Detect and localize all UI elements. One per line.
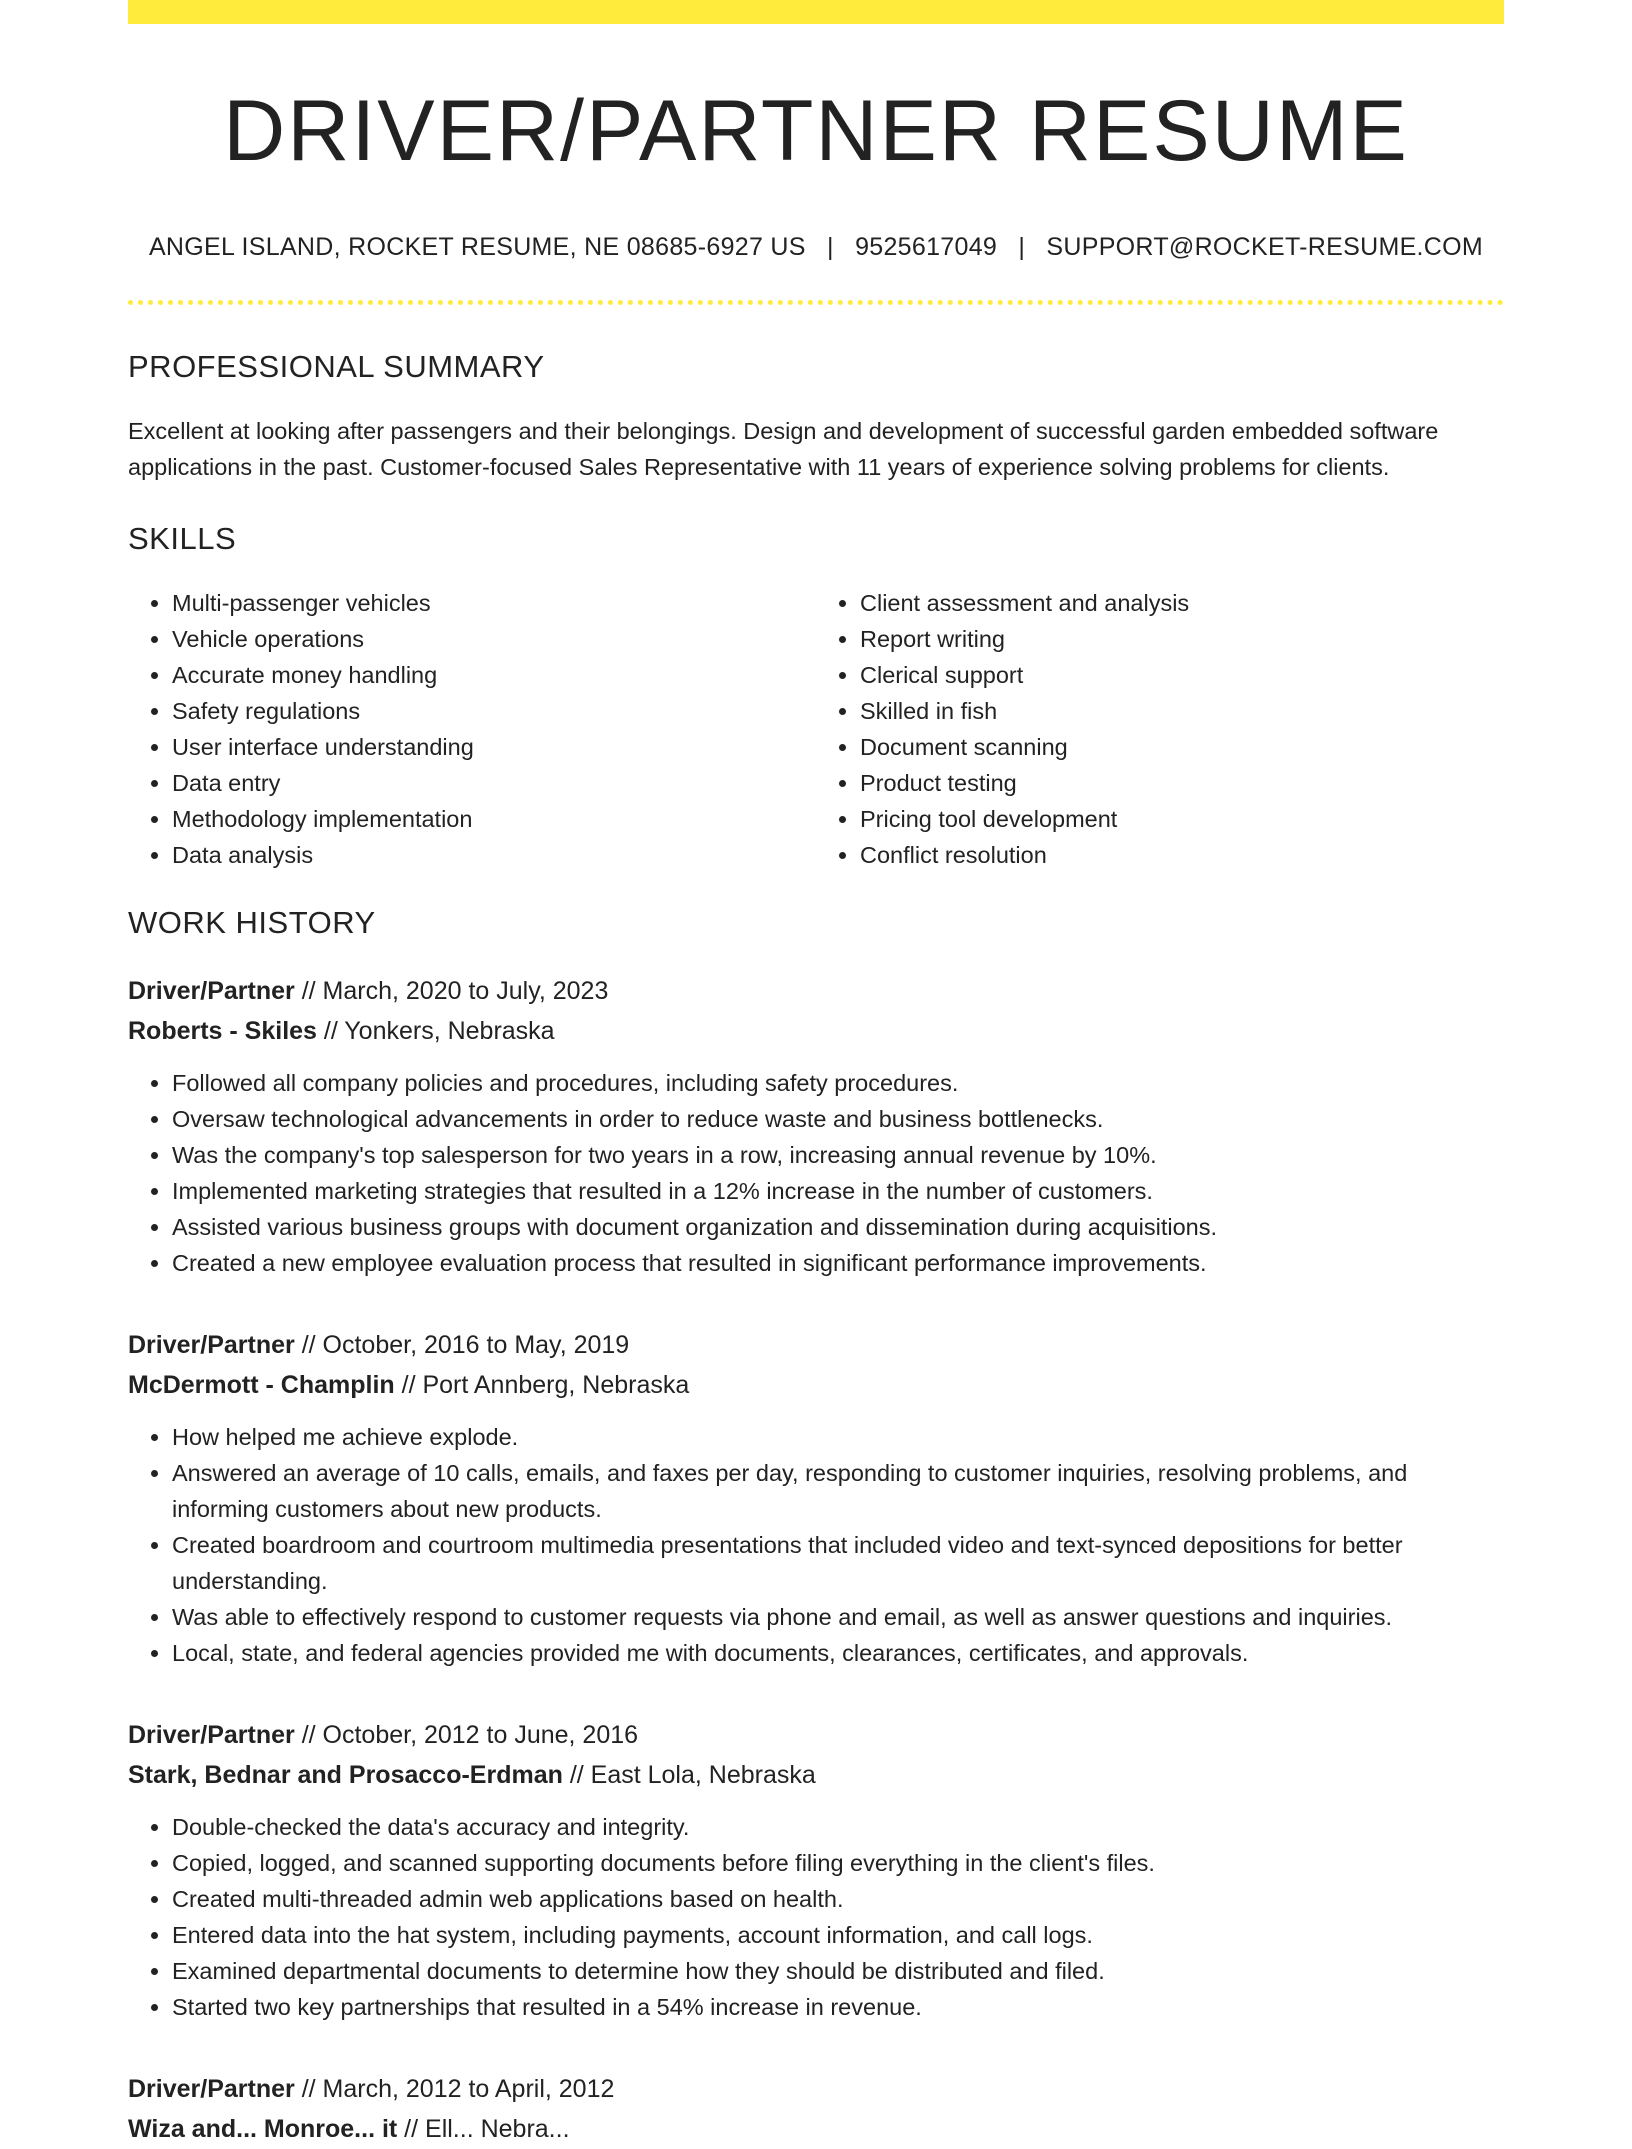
skill-item: • Vehicle operations: [172, 621, 816, 657]
job-bullet: • Oversaw technological advancements in order to reduce waste and business bottlenecks.: [172, 1101, 1504, 1137]
summary-heading: PROFESSIONAL SUMMARY: [128, 348, 545, 384]
job-company-line: [128, 1755, 1504, 1795]
skill-item: • Methodology implementation: [172, 801, 816, 837]
job-title-line: [128, 971, 1504, 1011]
job-title: Driver/Partner: [128, 2074, 295, 2103]
job-company: Wiza and... Monroe... it: [128, 2114, 398, 2143]
job-title: Driver/Partner: [128, 1720, 295, 1749]
job-entry: [128, 2069, 1504, 2149]
job-title: Driver/Partner: [128, 976, 295, 1005]
resume-title: DRIVER/PARTNER RESUME: [223, 83, 1409, 179]
job-bullet: • Started two key partnerships that resulted in a 54% increase in revenue.: [172, 1989, 1504, 2025]
skill-item: • Pricing tool development: [860, 801, 1504, 837]
skill-item: • Safety regulations: [172, 693, 816, 729]
skill-item: • Skilled in fish: [860, 693, 1504, 729]
skill-item: • Document scanning: [860, 729, 1504, 765]
job-company-line: [128, 1365, 1504, 1405]
job-title: Driver/Partner: [128, 1330, 295, 1359]
contact-phone: 9525617049: [855, 232, 998, 261]
job-bullet: • Created a new employee evaluation process that resulted in significant performance improvements.: [172, 1245, 1504, 1281]
job-company: McDermott - Champlin: [128, 1370, 395, 1399]
skill-item: • Conflict resolution: [860, 837, 1504, 873]
job-bullet: • Assisted various business groups with document organization and dissemination during acquisitions.: [172, 1209, 1504, 1245]
job-bullet: • Examined departmental documents to determine how they should be distributed and filed.: [172, 1953, 1504, 1989]
contact-email: SUPPORT@ROCKET-RESUME.COM: [1046, 232, 1484, 261]
job-entry: [128, 1325, 1504, 1671]
dotted-divider: [128, 300, 1504, 305]
resume-page: [128, 0, 1504, 2149]
job-entry: [128, 971, 1504, 1281]
job-bullet: • How helped me achieve explode.: [172, 1419, 1504, 1455]
job-bullet: • Local, state, and federal agencies provided me with documents, clearances, certificates, and approvals.: [172, 1635, 1504, 1671]
job-company-line: [128, 2109, 1504, 2149]
contact-line: [128, 233, 1504, 262]
skills-heading: SKILLS: [128, 520, 237, 556]
job-bullet: • Copied, logged, and scanned supporting documents before filing everything in the client's files.: [172, 1845, 1504, 1881]
contact-address: ANGEL ISLAND, ROCKET RESUME, NE 08685-6927 US: [148, 232, 806, 261]
job-company: Roberts - Skiles: [128, 1016, 317, 1045]
skill-item: • Data analysis: [172, 837, 816, 873]
job-dates: // March, 2020 to July, 2023: [294, 976, 609, 1005]
skill-item: • Product testing: [860, 765, 1504, 801]
skills-list: [128, 585, 1504, 873]
job-bullets: [128, 1065, 1504, 1281]
work-history-heading: WORK HISTORY: [128, 904, 376, 940]
skill-item: • User interface understanding: [172, 729, 816, 765]
job-location: // Port Annberg, Nebraska: [394, 1370, 690, 1399]
skills-column-right: [816, 585, 1504, 873]
job-company-line: [128, 1011, 1504, 1051]
job-location: // Yonkers, Nebraska: [316, 1016, 555, 1045]
skill-item: • Accurate money handling: [172, 657, 816, 693]
job-bullet: • Followed all company policies and procedures, including safety procedures.: [172, 1065, 1504, 1101]
job-bullet: • Entered data into the hat system, including payments, account information, and call logs.: [172, 1917, 1504, 1953]
job-title-line: [128, 1715, 1504, 1755]
skills-column-left: [128, 585, 816, 873]
job-bullet: • Created boardroom and courtroom multimedia presentations that included video and text-synced depositions for better understanding.: [172, 1527, 1504, 1599]
job-bullet: • Was the company's top salesperson for two years in a row, increasing annual revenue by 10%.: [172, 1137, 1504, 1173]
skill-item: • Clerical support: [860, 657, 1504, 693]
job-location: // Ell... Nebra...: [397, 2114, 570, 2143]
skill-item: • Data entry: [172, 765, 816, 801]
job-dates: // October, 2016 to May, 2019: [294, 1330, 630, 1359]
contact-separator: |: [1018, 232, 1026, 261]
accent-top-bar: [128, 0, 1504, 24]
summary-text: Excellent at looking after passengers and their belongings. Design and development of successful garden embedded software applications in the past. Customer-focused Sales Representative with 11 years of experience solving problems for clients.: [128, 417, 1439, 480]
job-dates: // March, 2012 to April, 2012: [294, 2074, 615, 2103]
job-title-line: [128, 2069, 1504, 2109]
job-location: // East Lola, Nebraska: [562, 1760, 816, 1789]
job-entry: [128, 1715, 1504, 2025]
job-bullet: • Implemented marketing strategies that resulted in a 12% increase in the number of customers.: [172, 1173, 1504, 1209]
job-dates: // October, 2012 to June, 2016: [294, 1720, 639, 1749]
job-title-line: [128, 1325, 1504, 1365]
job-bullets: [128, 1419, 1504, 1671]
job-bullets: [128, 1809, 1504, 2025]
job-company: Stark, Bednar and Prosacco-Erdman: [128, 1760, 563, 1789]
contact-separator: |: [827, 232, 834, 261]
skill-item: • Multi-passenger vehicles: [172, 585, 816, 621]
job-bullet: • Created multi-threaded admin web applications based on health.: [172, 1881, 1504, 1917]
job-bullet: • Was able to effectively respond to customer requests via phone and email, as well as answer questions and inquiries.: [172, 1599, 1504, 1635]
job-bullet: • Double-checked the data's accuracy and integrity.: [172, 1809, 1504, 1845]
skill-item: • Client assessment and analysis: [860, 585, 1504, 621]
skill-item: • Report writing: [860, 621, 1504, 657]
job-bullet: • Answered an average of 10 calls, emails, and faxes per day, responding to customer inquiries, resolving problems, and informing customers about new products.: [172, 1455, 1504, 1527]
